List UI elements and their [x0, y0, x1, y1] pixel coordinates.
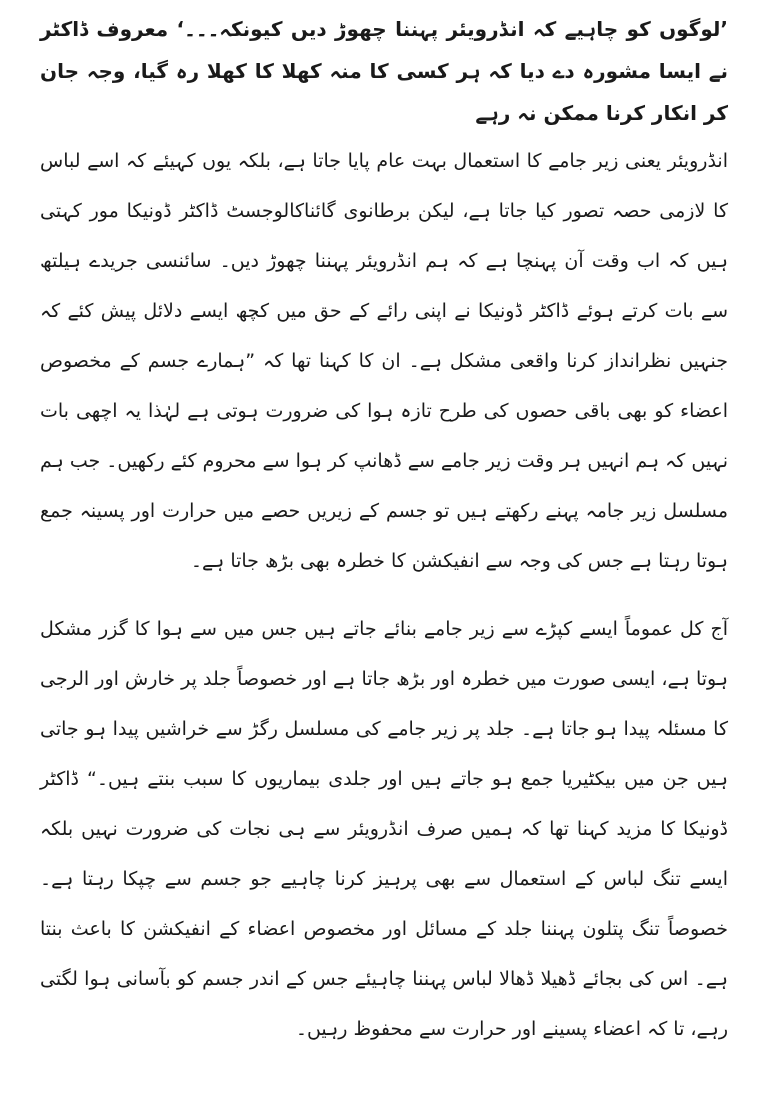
article — [40, 0, 728, 1100]
article-headline: ’لوگوں کو چاہیے کہ انڈرویئر پہننا چھوڑ دیں کیونکہ۔۔۔‘ معروف ڈاکٹر نے ایسا مشورہ دے دیا کہ ہر کسی کا منہ کھلا کا کھلا رہ گیا، وجہ جان کر انکار کرنا ممکن نہ رہے — [40, 17, 728, 125]
article-paragraph-2: آج کل عموماً ایسے کپڑے سے زیر جامے بنائے جاتے ہیں جس میں سے ہوا کا گزر مشکل ہوتا ہے، ایسی صورت میں خطرہ اور بڑھ جاتا ہے اور خصوصاً جلد پر خارش اور الرجی کا مسئلہ پیدا ہو جاتا ہے۔ جلد پر زیر جامے کی مسلسل رگڑ سے خراشیں پیدا ہو جاتی ہیں جن میں بیکٹیریا جمع ہو جاتے ہیں اور جلدی بیماریوں کا سبب بنتے ہیں۔“ ڈاکٹر ڈونیکا کا مزید کہنا تھا کہ ہمیں صرف انڈرویئر سے ہی نجات کی ضرورت نہیں بلکہ ایسے تنگ لباس کے استعمال سے بھی پرہیز کرنا چاہیے جو جسم سے چپکا رہتا ہے۔ خصوصاً تنگ پتلون پہننا جلد کے مسائل اور مخصوص اعضاء کے انفیکشن کا باعث بنتا ہے۔ اس کی بجائے ڈھیلا ڈھالا لباس پہننا چاہیئے جس کے اندر جسم کو بآسانی ہوا لگتی رہے، تا کہ اعضاء پسینے اور حرارت سے محفوظ رہیں۔ — [40, 618, 728, 1040]
article-paragraph-1: انڈرویئر یعنی زیر جامے کا استعمال بہت عام پایا جاتا ہے، بلکہ یوں کہیئے کہ اسے لباس کا لازمی حصہ تصور کیا جاتا ہے، لیکن برطانوی گائناکالوجسٹ ڈاکٹر ڈونیکا مور کہتی ہیں کہ اب وقت آن پہنچا ہے کہ ہم انڈرویئر پہننا چھوڑ دیں۔ سائنسی جریدے ہیلتھ سے بات کرتے ہوئے ڈاکٹر ڈونیکا نے اپنی رائے کے حق میں کچھ ایسے دلائل پیش کئے کہ جنہیں نظرانداز کرنا واقعی مشکل ہے۔ ان کا کہنا تھا کہ ”ہمارے جسم کے مخصوص اعضاء کو بھی باقی حصوں کی طرح تازہ ہوا کی ضرورت ہوتی ہے لہٰذا یہ اچھی بات نہیں کہ ہم انہیں ہر وقت زیر جامے سے ڈھانپ کر ہوا سے محروم کئے رکھیں۔ جب ہم مسلسل زیر جامہ پہنے رکھتے ہیں تو جسم کے زیریں حصے میں حرارت اور پسینہ جمع ہوتا رہتا ہے جس کی وجہ سے انفیکشن کا خطرہ بھی بڑھ جاتا ہے۔ — [40, 150, 728, 572]
